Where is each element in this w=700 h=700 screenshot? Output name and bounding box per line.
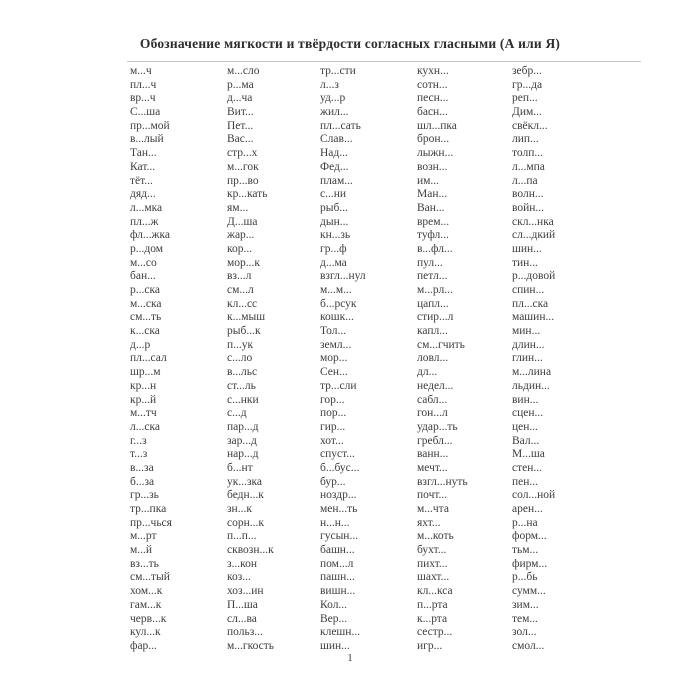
word-item: гир...	[320, 420, 346, 433]
word-item: пл...сал	[130, 352, 167, 365]
word-item: рыб...	[320, 201, 348, 214]
word-item: шин...	[512, 242, 542, 255]
word-item: пл...сать	[320, 119, 361, 132]
word-item: мор...	[320, 352, 348, 365]
word-item: т...з	[130, 448, 148, 461]
word-item: м...ч	[130, 65, 152, 77]
word-item: жар...	[227, 229, 255, 242]
word-item: хот...	[320, 434, 344, 447]
word-item: ст...ль	[227, 379, 256, 392]
word-item: бан...	[130, 270, 156, 283]
word-item: п...рта	[417, 598, 448, 611]
word-item: в...фл...	[417, 242, 453, 255]
word-item: вр...ч	[130, 92, 156, 105]
word-item: шахт...	[417, 571, 450, 584]
word-item: д...ма	[320, 256, 347, 269]
word-item: башн...	[320, 544, 355, 557]
word-item: р...бь	[512, 571, 538, 584]
word-item: ловл...	[417, 352, 449, 365]
word-item: шин...	[320, 639, 350, 652]
word-item: взгл...нуть	[417, 475, 468, 488]
word-item: уд...р	[320, 92, 346, 105]
word-item: мин...	[512, 325, 541, 338]
word-item: вз...ть	[130, 557, 159, 570]
word-item: кр...н	[130, 379, 157, 392]
word-item: Ман...	[417, 188, 448, 201]
word-item: м...м...	[320, 284, 352, 296]
word-item: м...рт	[130, 530, 157, 543]
word-item: Кат...	[130, 160, 156, 173]
word-item: сцен...	[512, 407, 544, 420]
word-item: форм...	[512, 530, 547, 543]
word-item: черв...к	[130, 612, 167, 625]
word-item: капл...	[417, 325, 448, 338]
word-item: стр...х	[227, 147, 258, 160]
word-item: гр...ф	[320, 242, 347, 255]
word-item: зн...к	[227, 503, 252, 515]
word-item: кошк...	[320, 311, 354, 324]
word-item: с...ни	[320, 188, 347, 201]
word-item: пашн...	[320, 571, 355, 584]
word-item: жил...	[320, 106, 349, 119]
word-item: р...дом	[130, 242, 164, 255]
word-item: кр...й	[130, 393, 157, 406]
word-item: зим...	[512, 598, 539, 611]
word-column-3	[320, 65, 414, 654]
word-item: пом...л	[320, 557, 354, 570]
word-item: Фед...	[320, 160, 349, 173]
word-item: пен...	[512, 475, 539, 488]
word-item: б...рсук	[320, 297, 357, 310]
word-item: волн...	[512, 188, 544, 201]
word-item: Ван...	[417, 201, 445, 214]
word-item: в...лый	[130, 133, 164, 146]
word-item: стен...	[512, 461, 543, 474]
word-item: ванн...	[417, 448, 449, 461]
word-item: пр...мой	[130, 119, 170, 132]
word-item: н...н...	[320, 516, 350, 529]
word-item: мечт...	[417, 461, 448, 474]
word-item: кухн...	[417, 65, 449, 77]
word-item: м...чта	[417, 503, 449, 515]
word-item: р...довой	[512, 270, 556, 283]
word-item: м...со	[130, 256, 157, 269]
word-item: фл...жка	[130, 229, 170, 242]
word-item: машин...	[512, 311, 555, 324]
word-item: л...мпа	[512, 160, 545, 173]
word-item: хоз...ин	[227, 585, 264, 598]
word-item: Вер...	[320, 612, 348, 625]
word-item: Тол...	[320, 325, 347, 338]
word-item: м...коть	[417, 530, 454, 543]
word-item: петл...	[417, 270, 448, 283]
word-item: льдин...	[512, 379, 550, 392]
word-item: реп...	[512, 92, 538, 105]
title-divider	[127, 61, 641, 62]
word-item: л...мка	[130, 201, 163, 214]
word-item: бухт...	[417, 544, 447, 557]
word-item: игр...	[417, 639, 443, 652]
word-item: кл...сс	[227, 297, 258, 310]
word-item: рыб...к	[227, 325, 261, 338]
word-item: вз...л	[227, 270, 252, 283]
word-item: Тан...	[130, 147, 157, 160]
word-item: мор...к	[227, 256, 260, 269]
word-item: вин...	[512, 393, 539, 406]
word-item: Д...ша	[227, 215, 258, 228]
word-item: арен...	[512, 503, 543, 515]
word-item: м...гкость	[227, 639, 275, 652]
word-item: клешн...	[320, 626, 361, 639]
word-item: дын...	[320, 215, 349, 228]
word-item: кн...зь	[320, 229, 351, 242]
word-item: П...ша	[227, 598, 258, 611]
word-item: Над...	[320, 147, 348, 160]
word-column-5	[512, 65, 606, 654]
word-item: гусын...	[320, 530, 359, 543]
word-item: см...ть	[130, 311, 162, 324]
word-item: Сен...	[320, 366, 348, 379]
word-item: м...й	[130, 544, 153, 557]
word-item: тр...пка	[130, 503, 167, 515]
word-item: цен...	[512, 420, 539, 433]
word-item: лыжн...	[417, 147, 454, 160]
word-item: п...п...	[227, 530, 257, 543]
word-item: пор...	[320, 407, 347, 420]
word-item: длин...	[512, 338, 545, 351]
word-item: удар...ть	[417, 420, 458, 433]
word-item: см...тый	[130, 571, 170, 584]
word-item: р...ска	[130, 284, 160, 296]
word-item: бедн...к	[227, 489, 264, 502]
word-item: пар...д	[227, 420, 259, 433]
word-item: гр...зь	[130, 489, 159, 502]
word-item: хом...к	[130, 585, 163, 598]
word-item: гр...да	[512, 78, 543, 91]
word-item: л...па	[512, 174, 538, 187]
word-item: сол...ной	[512, 489, 556, 502]
word-item: кл...кса	[417, 585, 453, 598]
word-item: пл...ч	[130, 78, 157, 91]
word-item: см...гчить	[417, 338, 465, 351]
word-item: плам...	[320, 174, 353, 187]
word-item: р...на	[512, 516, 538, 529]
word-columns	[0, 65, 700, 655]
word-item: сл...ва	[227, 612, 257, 625]
word-item: см...л	[227, 284, 254, 296]
word-item: пл...ска	[512, 297, 549, 310]
word-item: почт...	[417, 489, 448, 502]
word-item: польз...	[227, 626, 263, 639]
word-item: с...ло	[227, 352, 253, 365]
word-item: недел...	[417, 379, 454, 392]
word-item: л...з	[320, 78, 339, 91]
word-item: С...ша	[130, 106, 161, 119]
word-item: м...гок	[227, 160, 259, 173]
word-item: м...лина	[512, 366, 552, 379]
word-item: з...кон	[227, 557, 258, 570]
word-item: пр...во	[227, 174, 259, 187]
word-item: кор...	[227, 242, 253, 255]
word-item: м...сло	[227, 65, 260, 77]
word-item: Кол...	[320, 598, 348, 611]
word-item: в...льс	[227, 366, 258, 379]
word-item: нар...д	[227, 448, 259, 461]
word-item: туфл...	[417, 229, 449, 242]
word-item: гор...	[320, 393, 345, 406]
word-item: б...нт	[227, 461, 253, 474]
word-item: тин...	[512, 256, 538, 269]
word-item: пл...ж	[130, 215, 159, 228]
word-item: сорн...к	[227, 516, 264, 529]
word-item: коз...	[227, 571, 251, 584]
word-item: фирм...	[512, 557, 548, 570]
word-column-1	[130, 65, 224, 654]
word-item: тьм...	[512, 544, 539, 557]
word-item: дяд...	[130, 188, 156, 201]
word-item: яхт...	[417, 516, 441, 529]
word-item: к...рта	[417, 612, 448, 625]
word-item: кул...к	[130, 626, 161, 639]
word-item: Слав...	[320, 133, 353, 146]
word-item: толп...	[512, 147, 543, 160]
word-item: сотн...	[417, 78, 448, 91]
word-item: кр...кать	[227, 188, 268, 201]
word-item: брон...	[417, 133, 450, 146]
word-item: к...мыш	[227, 311, 266, 324]
word-item: земл...	[320, 338, 352, 351]
word-item: к...ска	[130, 325, 160, 338]
word-item: свёкл...	[512, 119, 548, 132]
word-item: д...ча	[227, 92, 253, 105]
word-item: лип...	[512, 133, 539, 146]
word-item: скл...нка	[512, 215, 554, 228]
word-item: тр...сли	[320, 379, 357, 392]
word-item: б...бус...	[320, 461, 360, 474]
word-item: сабл...	[417, 393, 448, 406]
word-item: п...ук	[227, 338, 254, 351]
word-item: сл...дкий	[512, 229, 556, 242]
word-item: тем...	[512, 612, 539, 625]
word-item: л...ска	[130, 420, 160, 433]
word-item: сестр...	[417, 626, 453, 639]
word-item: гребл...	[417, 434, 453, 447]
word-item: р...ма	[227, 78, 254, 91]
word-item: песн...	[417, 92, 449, 105]
word-item: Вит...	[227, 106, 254, 119]
page-number: 1	[347, 652, 353, 664]
word-item: зебр...	[512, 65, 542, 77]
word-item: вишн...	[320, 585, 356, 598]
word-item: врем...	[417, 215, 450, 228]
word-item: взгл...нул	[320, 270, 366, 283]
word-item: д...р	[130, 338, 151, 351]
word-item: с...нки	[227, 393, 259, 406]
word-item: Вал...	[512, 434, 540, 447]
word-item: пихт...	[417, 557, 448, 570]
word-item: ук...зка	[227, 475, 263, 488]
word-item: зол...	[512, 626, 537, 639]
word-item: шр...м	[130, 366, 161, 379]
word-item: тр...сти	[320, 65, 356, 77]
word-item: гам...к	[130, 598, 162, 611]
word-item: спуст...	[320, 448, 355, 461]
word-item: мен...ть	[320, 503, 358, 515]
word-item: глин...	[512, 352, 543, 365]
word-item: смол...	[512, 639, 545, 652]
word-item: г...з	[130, 434, 147, 447]
word-item: в...за	[130, 461, 154, 474]
word-item: шл...пка	[417, 119, 457, 132]
word-item: фар...	[130, 639, 157, 652]
word-item: Вас...	[227, 133, 254, 146]
word-item: спин...	[512, 284, 545, 296]
word-item: м...тч	[130, 407, 157, 420]
word-item: Пет...	[227, 119, 254, 132]
word-item: пр...чься	[130, 516, 172, 529]
word-item: сумм...	[512, 585, 546, 598]
word-item: с...д	[227, 407, 247, 420]
word-item: ям...	[227, 201, 249, 214]
word-item: ноздр...	[320, 489, 357, 502]
word-item: басн...	[417, 106, 448, 119]
word-item: М...ша	[512, 448, 545, 461]
word-item: пул...	[417, 256, 443, 269]
word-item: м...рл...	[417, 284, 453, 296]
word-column-4	[417, 65, 511, 654]
word-item: сквозн...к	[227, 544, 274, 557]
word-item: Дим...	[512, 106, 542, 119]
word-item: б...за	[130, 475, 155, 488]
word-item: им...	[417, 174, 440, 187]
word-item: дл...	[417, 366, 438, 379]
word-item: стир...л	[417, 311, 454, 324]
word-item: зар...д	[227, 434, 257, 447]
word-item: войн...	[512, 201, 545, 214]
page-title: Обозначение мягкости и твёрдости согласных гласными (А или Я)	[139, 36, 561, 51]
word-item: цапл...	[417, 297, 449, 310]
word-column-2	[227, 65, 321, 654]
word-item: м...ска	[130, 297, 162, 310]
word-item: возн...	[417, 160, 448, 173]
word-item: бур...	[320, 475, 346, 488]
word-item: тёт...	[130, 174, 153, 187]
word-item: гон...л	[417, 407, 448, 420]
